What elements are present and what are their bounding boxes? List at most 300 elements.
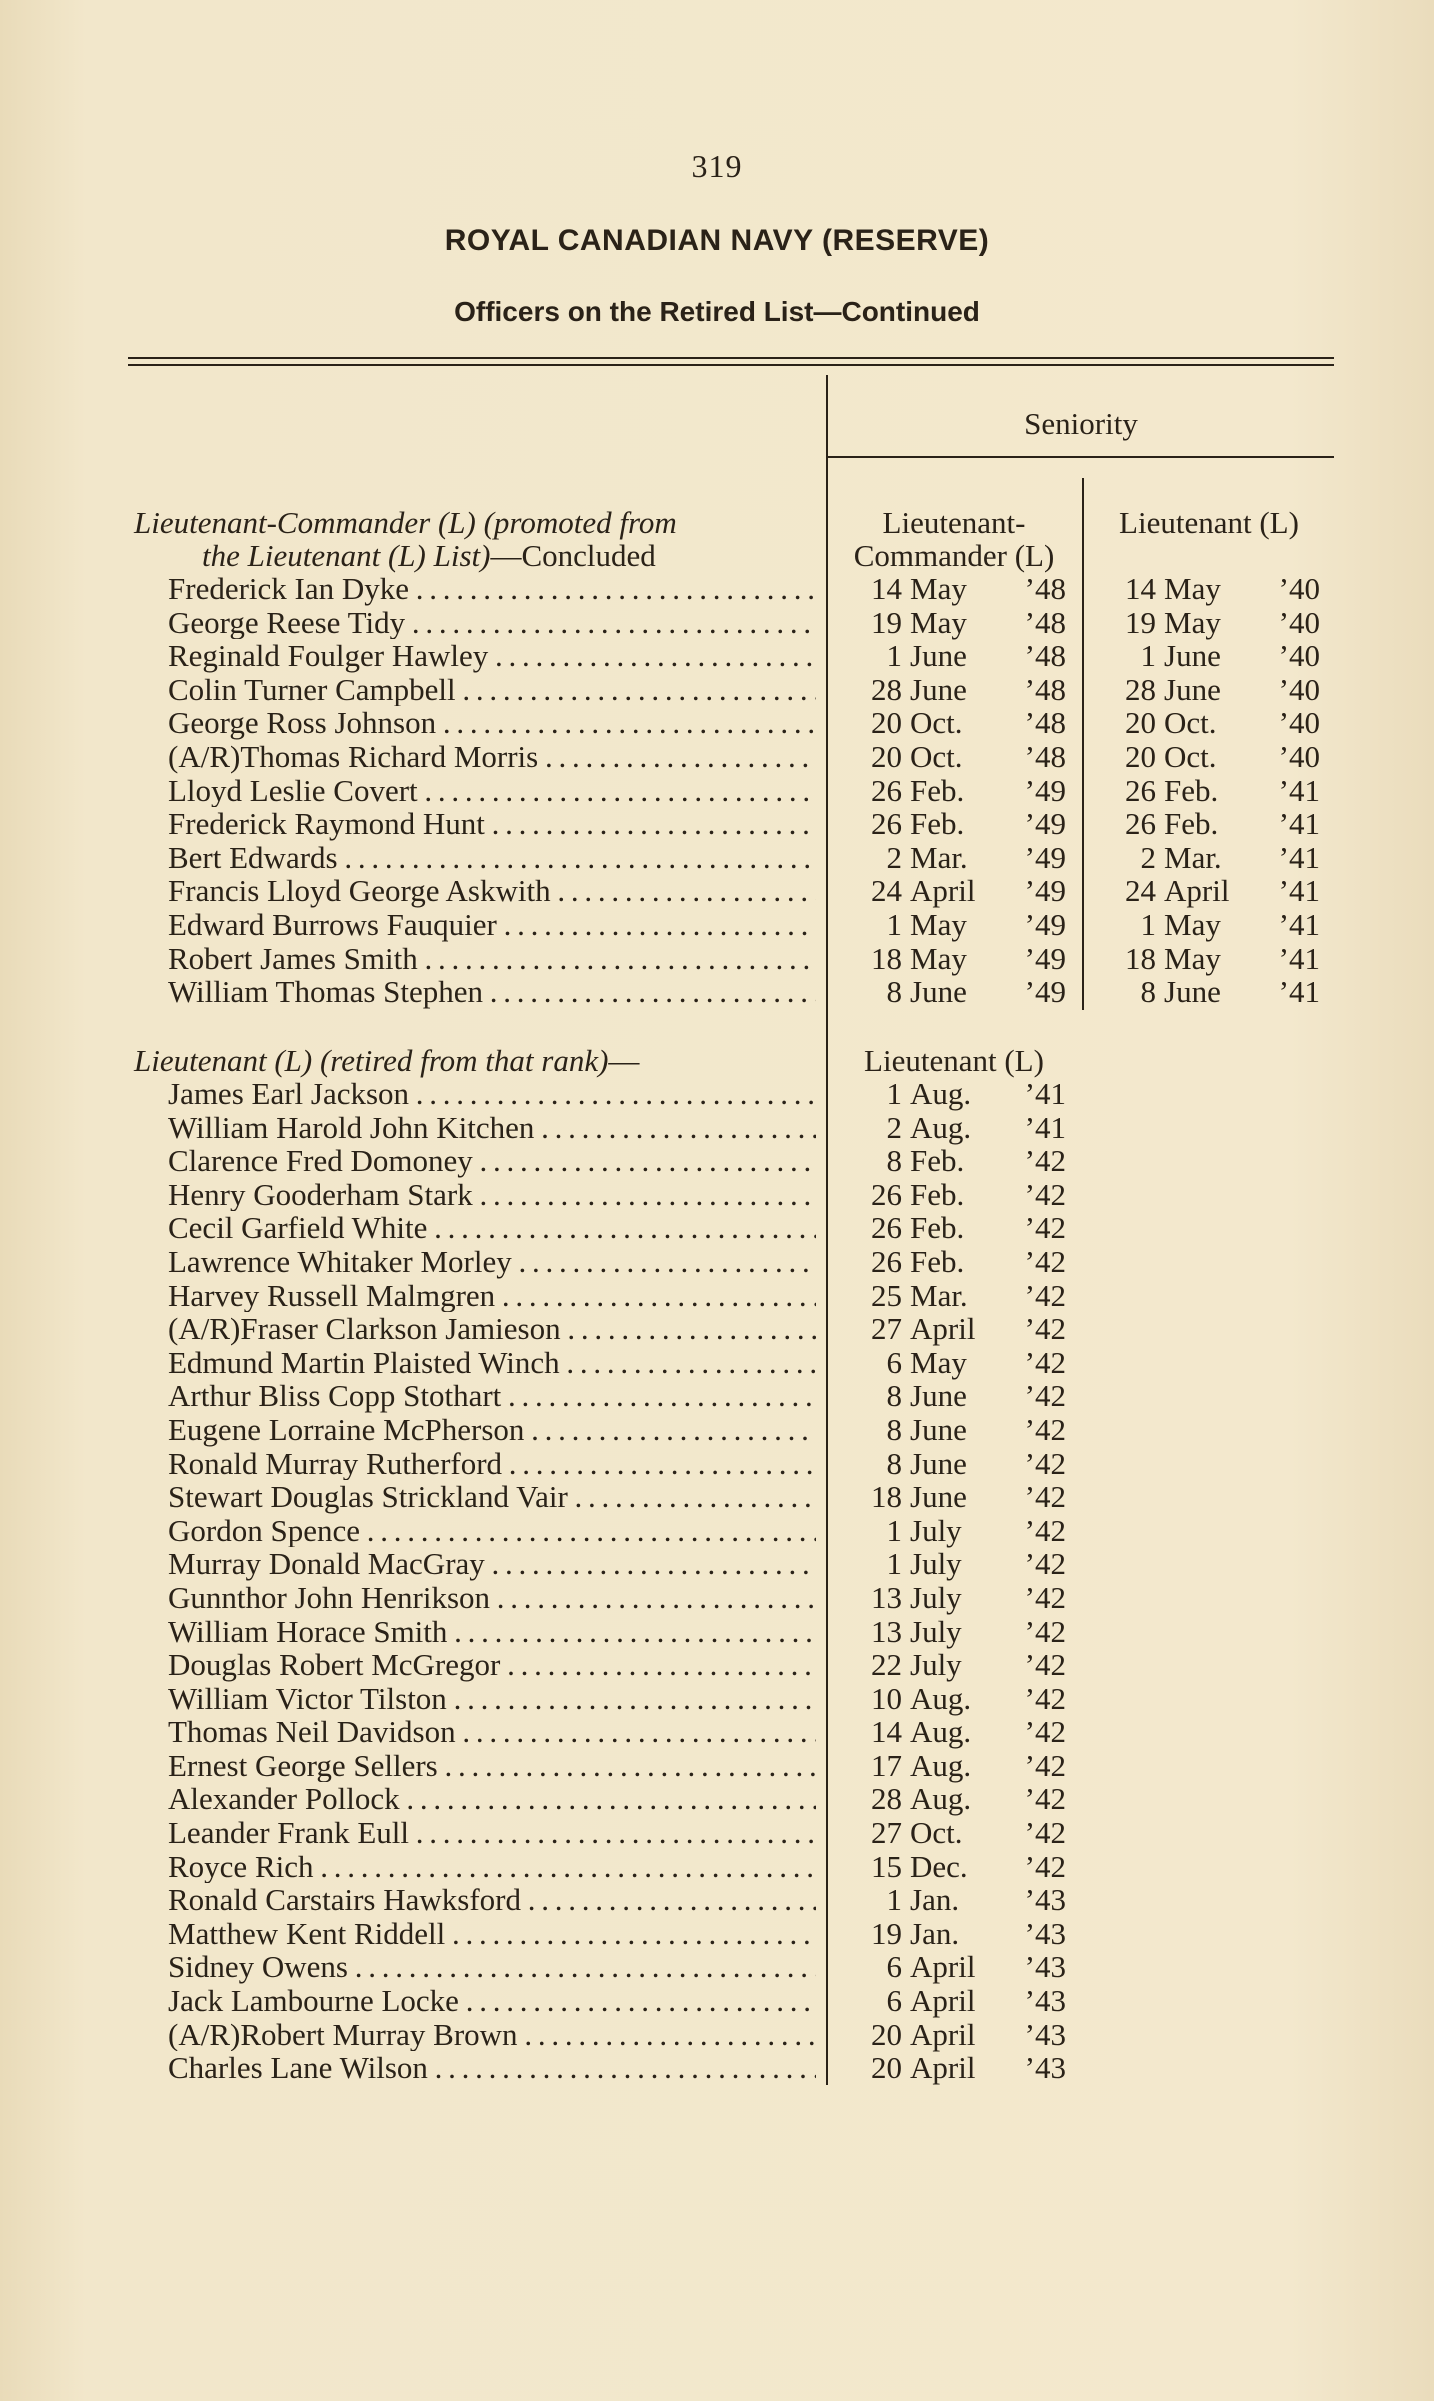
date-yr: ’49 [1024,839,1066,875]
date-yr: ’42 [1024,1848,1066,1884]
officer-name: William Victor Tilston . . . [168,1682,816,1716]
date-mon: Oct. [910,738,963,774]
list-item [0,807,1434,841]
date-yr: ’49 [1024,974,1066,1010]
seniority-date [840,1883,1066,1917]
seniority-date [840,908,1066,942]
seniority-date [840,1312,1066,1346]
date-day: 28 [1125,671,1156,707]
list-item [0,639,1434,673]
date-yr: ’40 [1278,638,1320,674]
date-day: 20 [1125,705,1156,741]
date-day: 28 [871,671,902,707]
date-mon: April [910,1983,976,2019]
date-day: 24 [871,873,902,909]
lieutenant-seniority-date [1096,975,1320,1009]
officer-name: Arthur Bliss Copp Stothart . . . [168,1379,816,1413]
date-mon: April [910,1311,976,1347]
seniority-date [840,639,1066,673]
date-yr: ’49 [1024,873,1066,909]
officer-name: Ronald Carstairs Hawksford . . . [168,1883,816,1917]
date-mon: May [1164,571,1221,606]
date-day: 27 [871,1815,902,1851]
date-yr: ’42 [1024,1579,1066,1615]
date-yr: ’41 [1024,1076,1066,1111]
date-yr: ’42 [1024,1479,1066,1515]
officer-name: Leander Frank Eull . . . [168,1816,816,1850]
officer-name: Ernest George Sellers . . . [168,1749,816,1783]
list-item [0,1648,1434,1682]
date-day: 14 [871,1714,902,1750]
date-yr: ’48 [1024,671,1066,707]
date-day: 14 [1125,571,1156,606]
date-day: 1 [886,1076,902,1111]
date-day: 8 [886,1445,902,1481]
list-item [0,1447,1434,1481]
officer-name: Colin Turner Campbell . . . [168,673,816,707]
lieutenant-seniority-date [1096,942,1320,976]
date-mon: Jan. [910,1882,960,1918]
lieutenant-seniority-date [1096,774,1320,808]
date-day: 1 [886,638,902,674]
column-header-line: Commander (L) [853,538,1055,573]
seniority-date [840,1413,1066,1447]
date-yr: ’42 [1024,1378,1066,1414]
column-header-lieutenant: Lieutenant (L) [1119,505,1299,540]
officer-name: Frederick Raymond Hunt . . . [168,807,816,841]
officer-name: Edward Burrows Fauquier . . . [168,908,816,942]
date-mon: June [1164,638,1221,674]
date-day: 24 [1125,873,1156,909]
list-item [0,841,1434,875]
officer-name: Ronald Murray Rutherford . . . [168,1447,816,1481]
date-mon: Mar. [1164,839,1222,875]
date-yr: ’43 [1024,1915,1066,1951]
date-mon: April [910,1949,976,1985]
column-header-section2: Lieutenant (L) [864,1043,1044,1078]
officer-name: (A/R)Robert Murray Brown . . . [168,2018,816,2052]
list-item [0,1749,1434,1783]
date-day: 13 [871,1613,902,1649]
date-yr: ’41 [1278,806,1320,842]
list-item [0,1211,1434,1245]
date-yr: ’49 [1024,806,1066,842]
lieutenant-seniority-date [1096,841,1320,875]
date-mon: May [1164,906,1221,942]
officer-name: Charles Lane Wilson . . . [168,2051,816,2085]
header-double-rule [128,357,1334,366]
seniority-date [840,606,1066,640]
date-day: 8 [886,1143,902,1179]
date-yr: ’42 [1024,1680,1066,1716]
date-day: 28 [871,1781,902,1817]
date-day: 20 [871,2016,902,2052]
date-day: 1 [886,1512,902,1548]
date-mon: Feb. [910,1176,965,1212]
date-yr: ’49 [1024,772,1066,808]
list-item [0,1178,1434,1212]
seniority-date [840,841,1066,875]
seniority-date [840,1648,1066,1682]
date-mon: June [910,974,967,1010]
seniority-date [840,1447,1066,1481]
lieutenant-seniority-date [1096,639,1320,673]
officer-name: Henry Gooderham Stark . . . [168,1178,816,1212]
date-yr: ’41 [1278,873,1320,909]
date-mon: July [910,1546,962,1582]
officer-name: Thomas Neil Davidson . . . [168,1715,816,1749]
list-item [0,1111,1434,1145]
date-yr: ’42 [1024,1311,1066,1347]
date-yr: ’42 [1024,1546,1066,1582]
date-day: 20 [871,738,902,774]
date-day: 20 [871,705,902,741]
officer-name: Gordon Spence . . . [168,1514,816,1548]
date-day: 14 [871,571,902,606]
list-item [0,1547,1434,1581]
date-day: 19 [871,1915,902,1951]
list-item [0,2018,1434,2052]
date-yr: ’49 [1024,940,1066,976]
date-mon: Aug. [910,1680,972,1716]
officer-name: Royce Rich . . . [168,1850,816,1884]
date-mon: July [910,1647,962,1683]
date-day: 26 [1125,806,1156,842]
seniority-date [840,740,1066,774]
date-mon: Feb. [910,1243,965,1279]
date-mon: July [910,1613,962,1649]
date-yr: ’43 [1024,1949,1066,1985]
seniority-date [840,1984,1066,2018]
list-item [0,1379,1434,1413]
date-day: 27 [871,1311,902,1347]
date-yr: ’42 [1024,1613,1066,1649]
section1-list [0,572,1434,1009]
list-item [0,975,1434,1009]
date-mon: July [910,1579,962,1615]
list-item [0,606,1434,640]
officer-name: (A/R)Thomas Richard Morris . . . [168,740,816,774]
date-day: 1 [1140,906,1156,942]
date-day: 26 [871,772,902,808]
date-mon: May [910,1344,967,1380]
seniority-date [840,1111,1066,1145]
date-yr: ’40 [1278,604,1320,640]
date-day: 8 [886,974,902,1010]
date-day: 25 [871,1277,902,1313]
list-item [0,2051,1434,2085]
page-subtitle: Officers on the Retired List—Continued [454,296,980,327]
date-mon: June [910,638,967,674]
list-item [0,1581,1434,1615]
date-mon: July [910,1512,962,1548]
date-day: 10 [871,1680,902,1716]
date-day: 19 [1125,604,1156,640]
date-mon: April [910,2050,976,2086]
section-title-part: Lieutenant (L) (retired from that rank) [134,1043,609,1078]
date-yr: ’41 [1024,1109,1066,1145]
officer-name: Cecil Garfield White . . . [168,1211,816,1245]
officer-name: Lloyd Leslie Covert . . . [168,774,816,808]
list-item [0,740,1434,774]
date-mon: Feb. [910,1210,965,1246]
date-yr: ’43 [1024,2050,1066,2086]
officer-name: Frederick Ian Dyke . . . [168,572,816,606]
page-title: ROYAL CANADIAN NAVY (RESERVE) [444,224,990,257]
date-mon: Aug. [910,1747,972,1783]
list-item [0,1279,1434,1313]
date-mon: Feb. [1164,806,1219,842]
lieutenant-seniority-date [1096,807,1320,841]
date-mon: Oct. [910,705,963,741]
date-yr: ’42 [1024,1277,1066,1313]
officer-name: George Ross Johnson . . . [168,706,816,740]
list-item [0,572,1434,606]
officer-name: Lawrence Whitaker Morley . . . [168,1245,816,1279]
seniority-date [840,1211,1066,1245]
date-day: 15 [871,1848,902,1884]
page-number: 319 [691,148,743,184]
seniority-date [840,874,1066,908]
date-mon: June [910,1411,967,1447]
date-day: 1 [886,1882,902,1918]
date-day: 6 [886,1949,902,1985]
date-yr: ’48 [1024,638,1066,674]
list-item [0,1715,1434,1749]
date-day: 26 [871,1210,902,1246]
lieutenant-seniority-date [1096,908,1320,942]
list-item [0,1984,1434,2018]
date-mon: May [1164,604,1221,640]
list-item [0,1077,1434,1111]
date-day: 20 [1125,738,1156,774]
date-mon: April [910,2016,976,2052]
date-day: 1 [1140,638,1156,674]
officer-name: Matthew Kent Riddell . . . [168,1917,816,1951]
date-mon: Aug. [910,1109,972,1145]
date-mon: Oct. [1164,738,1217,774]
officer-name: (A/R)Fraser Clarkson Jamieson . . . [168,1312,816,1346]
column-header-lieutenant-commander [826,506,1082,572]
list-item [0,1782,1434,1816]
date-mon: June [910,671,967,707]
date-mon: Jan. [910,1915,960,1951]
seniority-date [840,1279,1066,1313]
officer-name: William Horace Smith . . . [168,1615,816,1649]
officer-name: William Harold John Kitchen . . . [168,1111,816,1145]
date-yr: ’42 [1024,1714,1066,1750]
seniority-date [840,807,1066,841]
list-item [0,1480,1434,1514]
date-yr: ’40 [1278,705,1320,741]
date-mon: April [1164,873,1230,909]
seniority-date [840,1514,1066,1548]
seniority-date [840,975,1066,1009]
lieutenant-seniority-date [1096,673,1320,707]
list-item [0,706,1434,740]
date-yr: ’48 [1024,571,1066,606]
date-yr: ’41 [1278,772,1320,808]
officer-name: Edmund Martin Plaisted Winch . . . [168,1346,816,1380]
date-mon: Dec. [910,1848,968,1884]
list-item [0,1850,1434,1884]
date-day: 19 [871,604,902,640]
date-mon: Feb. [910,806,965,842]
seniority-date [840,1850,1066,1884]
section-title-suffix: — [608,1043,640,1078]
seniority-date [840,942,1066,976]
date-mon: June [910,1445,967,1481]
date-yr: ’41 [1278,974,1320,1010]
date-mon: May [910,604,967,640]
lieutenant-seniority-date [1096,874,1320,908]
date-day: 8 [1140,974,1156,1010]
seniority-date [840,1782,1066,1816]
date-yr: ’49 [1024,906,1066,942]
list-item [0,942,1434,976]
date-yr: ’43 [1024,1983,1066,2019]
seniority-date [840,1144,1066,1178]
date-day: 20 [871,2050,902,2086]
officer-name: George Reese Tidy . . . [168,606,816,640]
list-item [0,1682,1434,1716]
date-day: 26 [871,1176,902,1212]
date-yr: ’42 [1024,1243,1066,1279]
seniority-date [840,572,1066,606]
officer-name: Reginald Foulger Hawley . . . [168,639,816,673]
officer-name: Harvey Russell Malmgren . . . [168,1279,816,1313]
seniority-date [840,1816,1066,1850]
seniority-date [840,1682,1066,1716]
seniority-date [840,2051,1066,2085]
seniority-date [840,1245,1066,1279]
seniority-date [840,1950,1066,1984]
officer-name: Robert James Smith . . . [168,942,816,976]
officer-name: Eugene Lorraine McPherson . . . [168,1413,816,1447]
date-mon: Aug. [910,1076,972,1111]
list-item [0,1312,1434,1346]
officer-name: Clarence Fred Domoney . . . [168,1144,816,1178]
lieutenant-seniority-date [1096,706,1320,740]
date-day: 2 [1140,839,1156,875]
officer-name: Stewart Douglas Strickland Vair . . . [168,1480,816,1514]
date-day: 6 [886,1344,902,1380]
list-item [0,673,1434,707]
date-mon: Aug. [910,1781,972,1817]
seniority-rule [828,456,1334,458]
date-day: 26 [871,1243,902,1279]
officer-name: Douglas Robert McGregor . . . [168,1648,816,1682]
date-mon: Oct. [910,1815,963,1851]
seniority-date [840,1077,1066,1111]
date-yr: ’43 [1024,2016,1066,2052]
date-mon: May [910,906,967,942]
date-yr: ’48 [1024,738,1066,774]
list-item [0,1514,1434,1548]
seniority-date [840,1346,1066,1380]
date-yr: ’40 [1278,738,1320,774]
seniority-date [840,1178,1066,1212]
section-title-suffix: —Concluded [490,538,656,573]
date-yr: ’41 [1278,839,1320,875]
date-day: 26 [1125,772,1156,808]
date-yr: ’48 [1024,705,1066,741]
date-mon: Feb. [1164,772,1219,808]
seniority-header: Seniority [1024,406,1138,441]
date-yr: ’42 [1024,1815,1066,1851]
date-yr: ’42 [1024,1344,1066,1380]
date-day: 13 [871,1579,902,1615]
list-item [0,1950,1434,1984]
date-mon: June [910,1378,967,1414]
officer-name: Gunnthor John Henrikson . . . [168,1581,816,1615]
date-yr: ’41 [1278,940,1320,976]
date-day: 18 [871,940,902,976]
section-title-part: the Lieutenant (L) List) [202,538,491,573]
date-mon: May [910,571,967,606]
list-item [0,1346,1434,1380]
list-item [0,1883,1434,1917]
date-yr: ’40 [1278,571,1320,606]
date-day: 18 [871,1479,902,1515]
date-yr: ’42 [1024,1143,1066,1179]
date-mon: June [910,1479,967,1515]
lieutenant-seniority-date [1096,572,1320,606]
date-day: 1 [886,1546,902,1582]
lieutenant-seniority-date [1096,740,1320,774]
seniority-date [840,1547,1066,1581]
officer-name: Alexander Pollock . . . [168,1782,816,1816]
seniority-date [840,1749,1066,1783]
date-mon: May [910,940,967,976]
date-mon: Oct. [1164,705,1217,741]
date-yr: ’43 [1024,1882,1066,1918]
date-day: 2 [886,1109,902,1145]
seniority-date [840,673,1066,707]
date-yr: ’42 [1024,1445,1066,1481]
date-mon: Mar. [910,839,968,875]
list-item [0,1413,1434,1447]
seniority-date [840,1379,1066,1413]
list-item [0,908,1434,942]
section2-list [0,1077,1434,2085]
seniority-date [840,1581,1066,1615]
date-day: 1 [886,906,902,942]
officer-name: James Earl Jackson . . . [168,1077,816,1111]
date-mon: Mar. [910,1277,968,1313]
date-mon: April [910,873,976,909]
lieutenant-seniority-date [1096,606,1320,640]
date-yr: ’42 [1024,1210,1066,1246]
date-day: 26 [871,806,902,842]
officer-name: William Thomas Stephen . . . [168,975,816,1009]
date-yr: ’41 [1278,906,1320,942]
seniority-date [840,774,1066,808]
officer-name: Francis Lloyd George Askwith . . . [168,874,816,908]
seniority-date [840,706,1066,740]
list-item [0,1615,1434,1649]
date-day: 8 [886,1378,902,1414]
seniority-date [840,2018,1066,2052]
date-yr: ’42 [1024,1647,1066,1683]
date-day: 2 [886,839,902,875]
column-header-line: Lieutenant- [882,505,1026,540]
date-day: 22 [871,1647,902,1683]
date-yr: ’40 [1278,671,1320,707]
date-mon: June [1164,974,1221,1010]
date-day: 17 [871,1747,902,1783]
section-title-lieutenant-commander [134,506,824,572]
